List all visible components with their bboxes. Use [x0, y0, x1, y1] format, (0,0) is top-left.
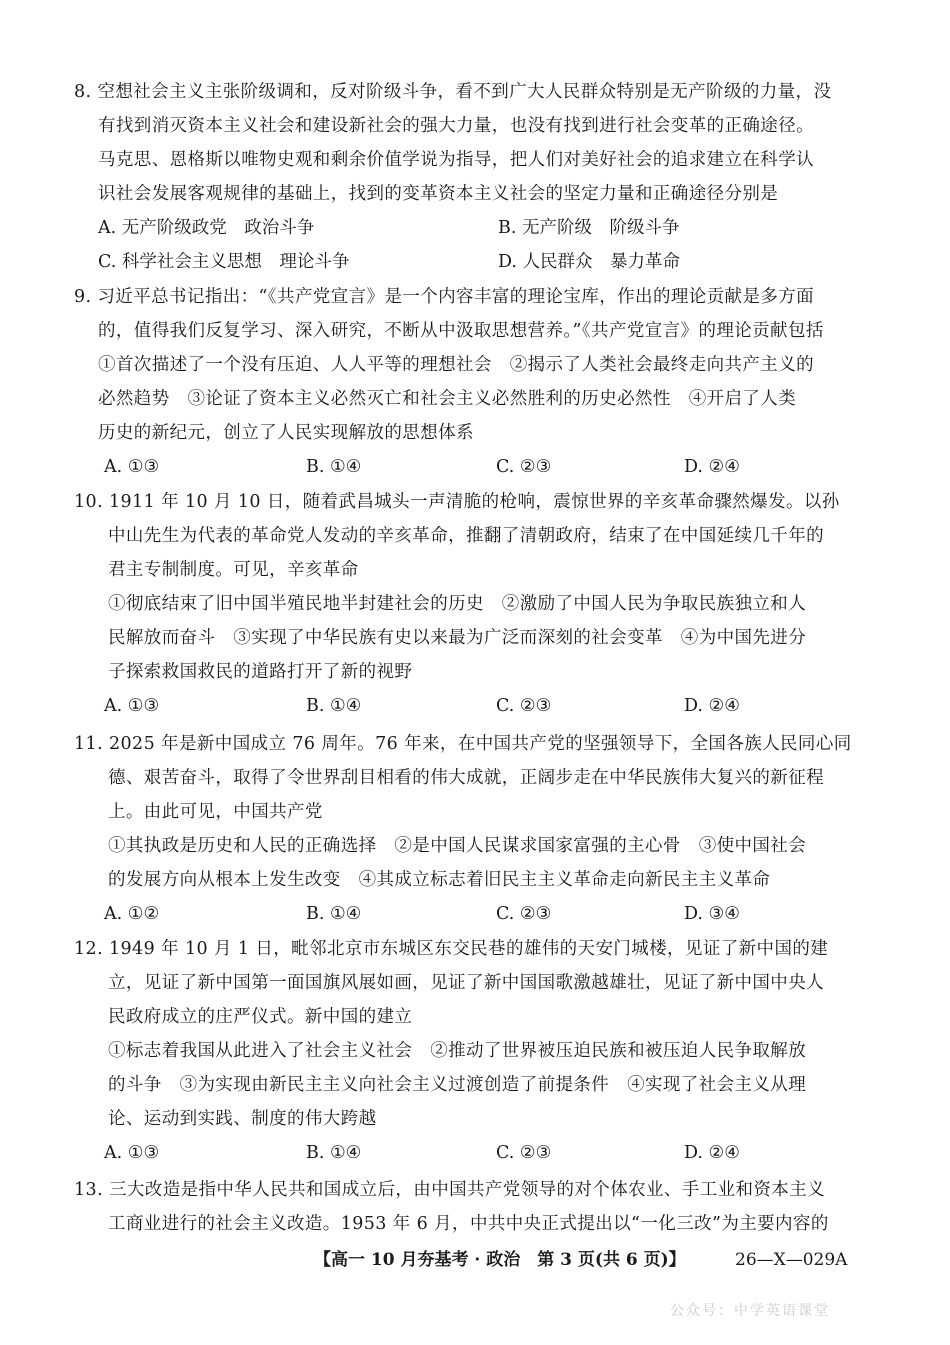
- option-a: A. ①③: [104, 1143, 160, 1163]
- question-line: 立，见证了新中国第一面国旗风展如画，见证了新中国国歌激越雄壮，见证了新中国中央人: [108, 973, 824, 993]
- question-line: 君主专制制度。可见，辛亥革命: [108, 560, 359, 580]
- question-line: 必然趋势 ③论证了资本主义必然灭亡和社会主义必然胜利的历史必然性 ④开启了人类: [98, 389, 797, 409]
- question-line: 中山先生为代表的革命党人发动的辛亥革命，推翻了清朝政府，结束了在中国延续几千年的: [108, 526, 824, 546]
- option-a: A. ①②: [104, 904, 160, 924]
- question-line: ①彻底结束了旧中国半殖民地半封建社会的历史 ②激励了中国人民为争取民族独立和人: [108, 594, 807, 614]
- option-d: D. ③④: [684, 904, 740, 924]
- option-d: D. 人民群众 暴力革命: [498, 252, 681, 272]
- option-row: [74, 1136, 854, 1170]
- option-d: D. ②④: [684, 457, 740, 477]
- question-13: [74, 1173, 854, 1241]
- option-c: C. ②③: [496, 457, 552, 477]
- question-line: 的发展方向从根本上发生改变 ④其成立标志着旧民主主义革命走向新民主主义革命: [108, 870, 771, 890]
- option-b: B. ①④: [306, 457, 362, 477]
- question-line: 13. 三大改造是指中华人民共和国成立后，由中国共产党领导的对个体农业、手工业和资本主义: [74, 1180, 825, 1200]
- question-line: 历史的新纪元，创立了人民实现解放的思想体系: [98, 423, 474, 443]
- question-line: 马克思、恩格斯以唯物史观和剩余价值学说为指导，把人们对美好社会的追求建立在科学认: [98, 150, 814, 170]
- option-b: B. ①④: [306, 696, 362, 716]
- question-line: 德、艰苦奋斗，取得了令世界刮目相看的伟大成就，正阔步走在中华民族伟大复兴的新征程: [108, 768, 824, 788]
- question-line: 识社会发展客观规律的基础上，找到的变革资本主义社会的坚定力量和正确途径分别是: [98, 184, 779, 204]
- option-b: B. 无产阶级 阶级斗争: [498, 218, 680, 238]
- watermark-text: 公众号：中学英语课堂: [670, 1303, 830, 1319]
- option-row: [74, 245, 854, 279]
- option-row: [74, 897, 854, 931]
- question-line: 10. 1911 年 10 月 10 日，随着武昌城头一声清脆的枪响，震惊世界的辛亥革命骤然爆发。以孙: [74, 492, 840, 512]
- option-a: A. 无产阶级政党 政治斗争: [98, 218, 315, 238]
- option-row: [74, 689, 854, 723]
- question-line: 子探索救国救民的道路打开了新的视野: [108, 662, 413, 682]
- question-line: ①其执政是历史和人民的正确选择 ②是中国人民谋求国家富强的主心骨 ③使中国社会: [108, 836, 807, 856]
- question-line: ①标志着我国从此进入了社会主义社会 ②推动了世界被压迫民族和被压迫人民争取解放: [108, 1041, 807, 1061]
- option-c: C. 科学社会主义思想 理论斗争: [98, 252, 350, 272]
- question-line: 工商业进行的社会主义改造。1953 年 6 月，中共中央正式提出以“一化三改”为主要内容的: [108, 1214, 829, 1234]
- question-line: 民解放而奋斗 ③实现了中华民族有史以来最为广泛而深刻的社会变革 ④为中国先进分: [108, 628, 807, 648]
- option-a: A. ①③: [104, 457, 160, 477]
- question-line: 论、运动到实践、制度的伟大跨越: [108, 1109, 377, 1129]
- footer-code: 26—X—029A: [735, 1250, 848, 1270]
- option-row: [74, 211, 854, 245]
- question-line: 8. 空想社会主义主张阶级调和，反对阶级斗争，看不到广大人民群众特别是无产阶级的力量，没: [74, 82, 832, 102]
- question-line: ①首次描述了一个没有压迫、人人平等的理想社会 ②揭示了人类社会最终走向共产主义的: [98, 355, 814, 375]
- question-line: 上。由此可见，中国共产党: [108, 802, 323, 822]
- question-10: [74, 485, 854, 723]
- option-d: D. ②④: [684, 696, 740, 716]
- question-9: [74, 280, 854, 484]
- question-line: 11. 2025 年是新中国成立 76 周年。76 年来，在中国共产党的坚强领导下，全国各族人民同心同: [74, 734, 852, 754]
- question-line: 12. 1949 年 10 月 1 日，毗邻北京市东城区东交民巷的雄伟的天安门城楼，见证了新中国的建: [74, 939, 829, 959]
- footer-title: 【高一 10 月夯基考 · 政治 第 3 页(共 6 页)】: [314, 1250, 686, 1270]
- option-row: [74, 450, 854, 484]
- question-8: [74, 75, 854, 279]
- question-12: [74, 932, 854, 1170]
- option-c: C. ②③: [496, 904, 552, 924]
- option-c: C. ②③: [496, 696, 552, 716]
- question-line: 的斗争 ③为实现由新民主主义向社会主义过渡创造了前提条件 ④实现了社会主义从理: [108, 1075, 807, 1095]
- option-c: C. ②③: [496, 1143, 552, 1163]
- question-line: 的，值得我们反复学习、深入研究，不断从中汲取思想营养。”《共产党宣言》的理论贡献包括: [98, 321, 824, 341]
- question-11: [74, 727, 854, 931]
- question-line: 有找到消灭资本主义社会和建设新社会的强大力量，也没有找到进行社会变革的正确途径。: [98, 116, 814, 136]
- option-a: A. ①③: [104, 696, 160, 716]
- option-d: D. ②④: [684, 1143, 740, 1163]
- question-line: 9. 习近平总书记指出：“《共产党宣言》是一个内容丰富的理论宝库，作出的理论贡献是多方面: [74, 287, 815, 307]
- question-line: 民政府成立的庄严仪式。新中国的建立: [108, 1007, 413, 1027]
- page-footer: [0, 1245, 950, 1275]
- option-b: B. ①④: [306, 904, 362, 924]
- option-b: B. ①④: [306, 1143, 362, 1163]
